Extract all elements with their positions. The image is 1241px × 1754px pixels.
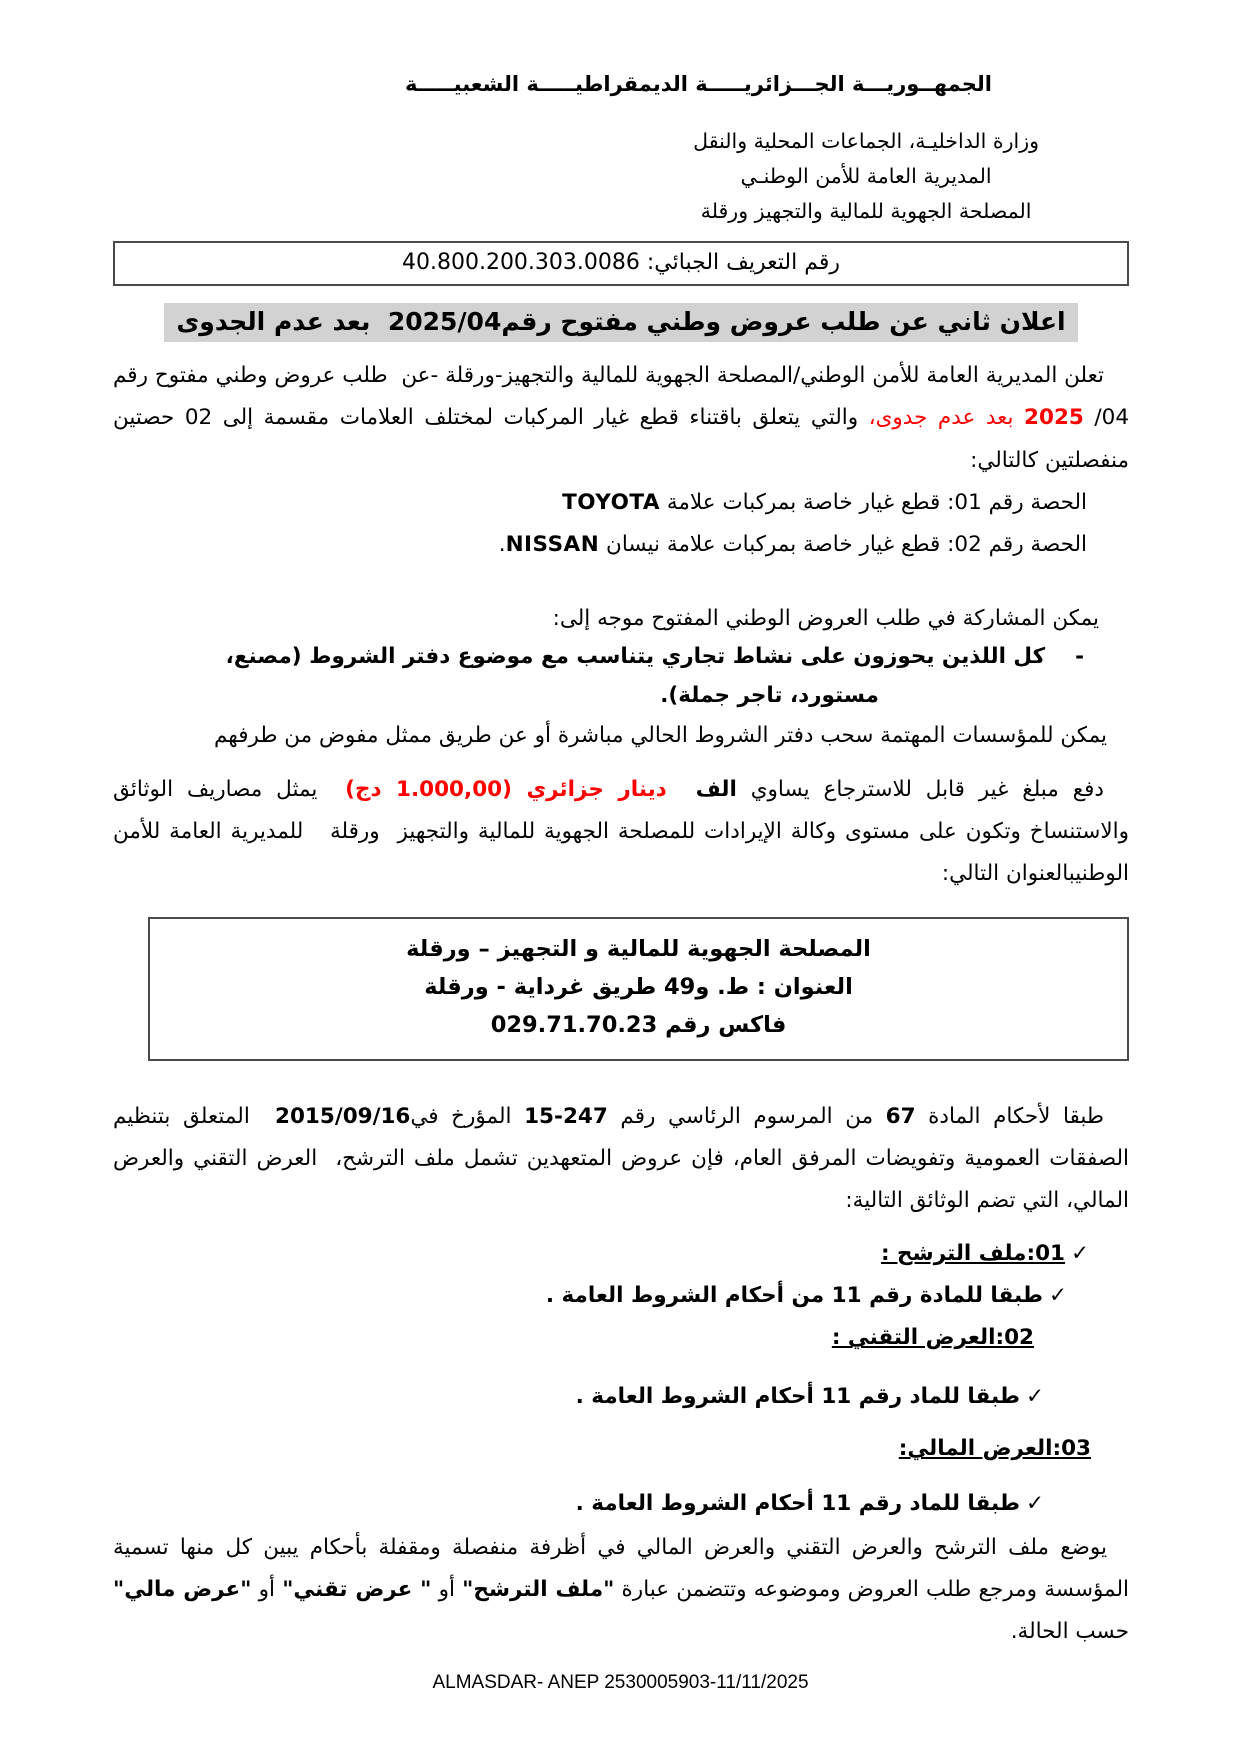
- technical-offer-item: [113, 1376, 1044, 1418]
- payment-red-amount: دينار جزائري (1.000,00 دج): [345, 776, 667, 802]
- envelope-paragraph: [113, 1527, 1129, 1654]
- announcement-title: اعلان ثاني عن طلب عروض وطني مفتوح رقم2025/04 بعد عدم الجدوى: [164, 303, 1077, 342]
- technical-offer-item-text: طبقا للماد رقم 11 أحكام الشروط العامة .: [575, 1383, 1020, 1409]
- financial-offer-heading-text: 03:العرض المالي:: [898, 1436, 1091, 1462]
- lot-2-line: [113, 524, 1087, 566]
- envelope-or-2: أو: [251, 1577, 283, 1603]
- envelope-text-a: يوضع ملف الترشح والعرض التقني والعرض المالي في أظرفة منفصلة ومقفلة بأحكام يبين كل منها تسمية المؤسسة ومرجع طلب العروض وموضوعه وتتضمن عبارة: [113, 1534, 1130, 1603]
- decree-date: 2015/09/16: [275, 1103, 411, 1129]
- address-line-3: فاكس رقم 029.71.70.23: [490, 1011, 787, 1038]
- participation-line: يمكن المشاركة في طلب العروض الوطني المفتوح موجه إلى:: [552, 605, 1099, 631]
- tax-id-box: [113, 241, 1129, 286]
- financial-offer-item-text: طبقا للماد رقم 11 أحكام الشروط العامة .: [575, 1491, 1020, 1517]
- intro-red-text: بعد عدم جدوى،: [868, 405, 1025, 431]
- lot-1-text: الحصة رقم 01: قطع غيار خاصة بمركبات علامة: [660, 490, 1087, 516]
- ministry-line-2: المديرية العامة للأمن الوطنـي: [740, 164, 992, 188]
- decree-text-d: المتعلق بتنظيم الصفقات العمومية وتفويضات المرفق العام، فإن عروض المتعهدين تشمل ملف الترشح، العرض التقني والعرض المالي، التي تضم الوثائق التالية:: [113, 1103, 1129, 1214]
- candidacy-file-item-text: طبقا للمادة رقم 11 من أحكام الشروط العامة .: [545, 1283, 1043, 1309]
- address-line-2: العنوان : ط. و49 طريق غرداية - ورقلة: [424, 973, 853, 1000]
- payment-text-b: يمثل مصاريف الوثائق والاستنساخ وتكون على مستوى وكالة الإيرادات للمصلحة الجهوية للمالية والتجهيز ورقلة للمديرية العامة للأمن الوطنيبالعنوان التالي:: [113, 776, 1129, 887]
- footer-anep-line: ALMASDAR- ANEP 2530005903-11/11/2025: [432, 1672, 809, 1693]
- payment-text-a: دفع مبلغ غير قابل للاسترجاع يساوي: [736, 776, 1104, 802]
- decree-article-number: 67: [885, 1103, 916, 1129]
- decree-paragraph: [113, 1096, 1129, 1223]
- candidacy-file-item: [113, 1275, 1067, 1317]
- check-icon: ✓: [1025, 1383, 1044, 1409]
- financial-offer-item: [113, 1483, 1044, 1525]
- envelope-bold-financial: "عرض مالي": [113, 1577, 252, 1603]
- decree-text-a: طبقا لأحكام المادة: [915, 1103, 1104, 1129]
- payment-bold-word: الف: [666, 776, 737, 802]
- technical-offer-heading-text: 02:العرض التقني :: [831, 1325, 1034, 1351]
- ministry-block: [693, 124, 1039, 229]
- lot-2-brand: NISSAN: [505, 532, 600, 558]
- address-box: [148, 917, 1129, 1061]
- ministry-line-3: المصلحة الجهوية للمالية والتجهيز ورقلة: [700, 199, 1032, 223]
- check-icon: ✓: [1070, 1240, 1089, 1266]
- candidacy-file-heading-text: 01:ملف الترشح :: [880, 1240, 1065, 1266]
- decree-text-b: من المرسوم الرئاسي رقم: [607, 1103, 886, 1129]
- envelope-text-c: حسب الحالة.: [1010, 1619, 1129, 1645]
- check-icon: ✓: [1025, 1491, 1044, 1517]
- republic-title: الجمهــوريـــة الجـــزائريـــــة الديمقراطيـــــة الشعبيـــــة: [405, 72, 992, 96]
- envelope-bold-technical: " عرض تقني": [282, 1577, 432, 1603]
- lot-1-line: [113, 482, 1087, 524]
- withdraw-line: يمكن للمؤسسات المهتمة سحب دفتر الشروط الحالي مباشرة أو عن طريق ممثل مفوض من طرفهم: [214, 722, 1107, 748]
- address-line-1: المصلحة الجهوية للمالية و التجهيز – ورقلة: [406, 935, 871, 962]
- eligibility-bullet: - كل اللذين يحوزون على نشاط تجاري يتناسب مع موضوع دفتر الشروط (مصنع، مستورد، تاجر جملة).: [225, 644, 1084, 709]
- decree-number: 247-15: [524, 1103, 608, 1129]
- lot-1-brand: TOYOTA: [562, 490, 661, 516]
- intro-text-b: والتي يتعلق باقتناء قطع غيار المركبات لمختلف العلامات مقسمة إلى 02 حصتين منفصلتين كالتالي:: [113, 405, 1129, 473]
- intro-red-year: 2025: [1024, 405, 1084, 431]
- decree-text-c: المؤرخ في: [410, 1103, 525, 1129]
- ministry-line-1: وزارة الداخليـة، الجماعات المحلية والنقل: [693, 129, 1039, 153]
- lot-2-period: .: [498, 532, 506, 558]
- envelope-bold-candidacy: "ملف الترشح": [462, 1577, 615, 1603]
- payment-paragraph: [113, 769, 1129, 896]
- offers-checklist: [113, 1233, 1129, 1526]
- candidacy-file-heading: [113, 1233, 1089, 1275]
- check-icon: ✓: [1048, 1283, 1067, 1309]
- envelope-or-1: أو: [431, 1577, 463, 1603]
- intro-paragraph: [113, 355, 1129, 482]
- intro-text-a: تعلن المديرية العامة للأمن الوطني/المصلحة الجهوية للمالية والتجهيز-ورقلة -عن طلب عروض وطني مفتوح رقم 04/: [113, 363, 1130, 431]
- tax-id-text: رقم التعريف الجبائي: 40.800.200.303.0086: [401, 250, 841, 275]
- technical-offer-heading: [113, 1317, 1034, 1359]
- lot-2-text: الحصة رقم 02: قطع غيار خاصة بمركبات علامة نيسان: [599, 532, 1087, 558]
- financial-offer-heading: [113, 1428, 1091, 1470]
